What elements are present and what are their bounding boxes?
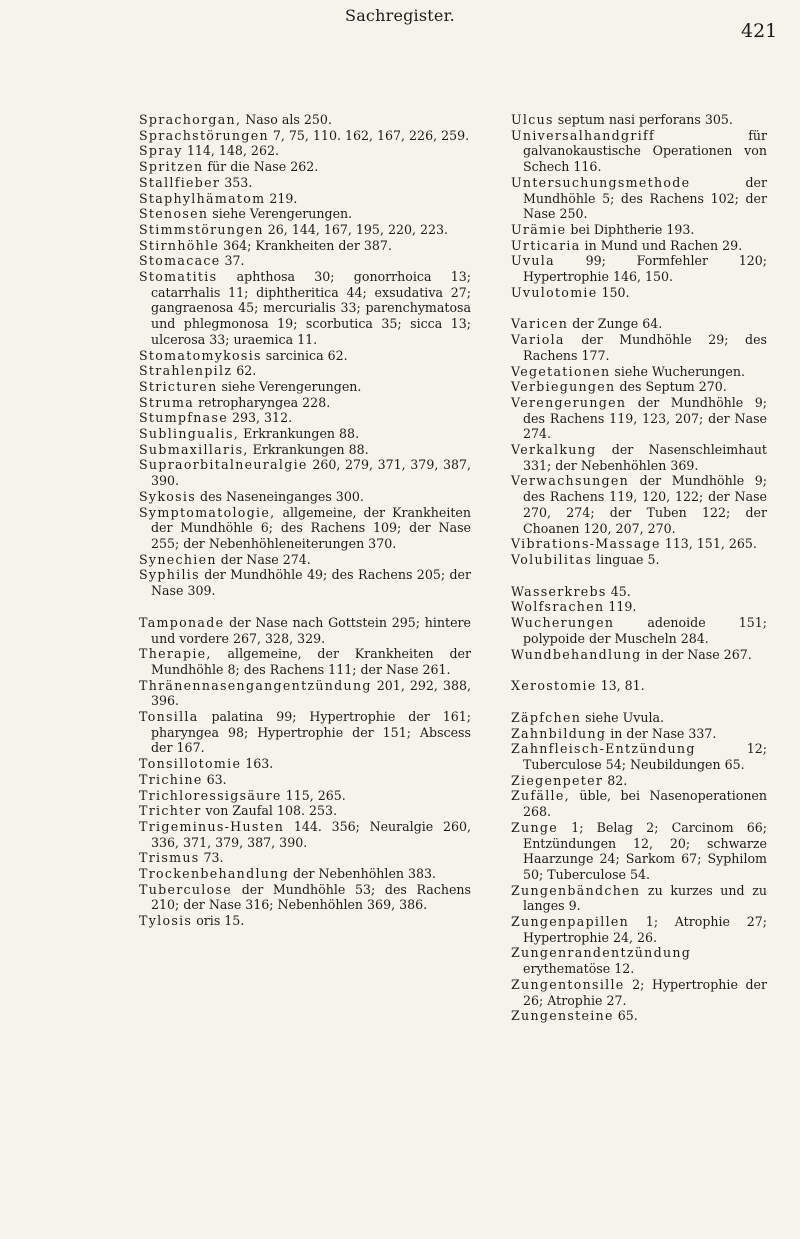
index-entry-references: 163. bbox=[241, 756, 274, 772]
index-entry bbox=[139, 772, 471, 788]
index-entry-references: Erkrankungen 88. bbox=[239, 426, 360, 442]
index-entry-references: 13, 81. bbox=[596, 678, 645, 694]
letter-group-gap bbox=[511, 694, 767, 710]
index-entry-references: oris 15. bbox=[192, 913, 245, 929]
index-entry-references: üble, bei Nasenoperationen 268. bbox=[523, 788, 767, 820]
index-entry-references: der Nasenschleimhaut 331; der Nebenhöhlen 369. bbox=[523, 442, 767, 473]
index-entry-references: retropharyngea 228. bbox=[194, 394, 331, 410]
index-entry bbox=[511, 442, 767, 473]
index-entry-term: Ulcus bbox=[511, 112, 554, 127]
index-entry-references: 65. bbox=[613, 1008, 638, 1024]
index-entry-term: Wolfsrachen bbox=[511, 599, 605, 615]
index-entry-references: 99; Formfehler 120; Hypertrophie 146, 150. bbox=[523, 253, 767, 285]
index-entry-references: Erkrankungen 88. bbox=[248, 441, 369, 457]
index-entry-references: der Mundhöhle 9; des Rachens 119, 123, 207; der Nase 274. bbox=[523, 394, 767, 442]
index-entry bbox=[511, 253, 767, 284]
index-column-left bbox=[139, 112, 471, 929]
index-entry bbox=[511, 584, 767, 600]
index-entry-term: Struma bbox=[139, 394, 195, 410]
index-entry bbox=[511, 615, 767, 646]
index-entry-references: der Nebenhöhlen 383. bbox=[288, 866, 437, 882]
index-entry bbox=[511, 945, 767, 976]
index-entry bbox=[511, 332, 767, 363]
index-entry-references: 7, 75, 110. 162, 167, 226, 259. bbox=[268, 127, 470, 143]
page-number: 421 bbox=[741, 20, 778, 42]
index-entry-references: 63. bbox=[202, 771, 227, 787]
index-entry bbox=[511, 741, 767, 772]
index-entry-term: Spritzen bbox=[139, 159, 204, 175]
index-entry-references: in der Nase 337. bbox=[606, 725, 717, 741]
index-entry-term: Urämie bbox=[511, 221, 567, 237]
index-entry-term: Zungenrandentzündung bbox=[511, 945, 692, 961]
index-entry bbox=[511, 977, 767, 1008]
index-entry-term: Variola bbox=[511, 332, 565, 348]
index-entry bbox=[511, 473, 767, 536]
index-entry-references: palatina 99; Hypertrophie der 161; pharyngea 98; Hypertrophie der 151; Abscess der 167. bbox=[151, 709, 471, 756]
index-entry bbox=[511, 914, 767, 945]
index-entry-references: der Zunge 64. bbox=[568, 316, 663, 332]
index-entry-term: Stumpfnase bbox=[139, 410, 228, 426]
index-entry bbox=[511, 316, 767, 332]
index-entry-term: Submaxillaris, bbox=[139, 441, 249, 457]
index-entry bbox=[511, 883, 767, 914]
index-entry-term: Sykosis bbox=[139, 488, 197, 504]
index-entry bbox=[511, 599, 767, 615]
index-entry bbox=[511, 238, 767, 254]
index-entry bbox=[139, 159, 471, 175]
index-entry-references: zu kurzes und zu langes 9. bbox=[523, 882, 767, 914]
index-entry-references: der Nase nach Gottstein 295; hintere und vordere 267, 328, 329. bbox=[151, 614, 471, 646]
index-entry-references: septum nasi perforans 305. bbox=[553, 112, 733, 127]
index-entry-term: Zunge bbox=[511, 819, 558, 835]
index-entry-references: für galvanokaustische Operationen von Schech 116. bbox=[523, 127, 767, 175]
index-entry-term: Zungensteine bbox=[511, 1008, 614, 1024]
index-entry-term: Stomatomykosis bbox=[139, 347, 262, 363]
index-entry-references: bei Diphtherie 193. bbox=[566, 221, 695, 237]
index-entry-term: Sprachstörungen bbox=[139, 127, 269, 143]
index-entry-term: Vegetationen bbox=[511, 363, 611, 379]
index-entry-term: Spray bbox=[139, 143, 183, 159]
index-entry-term: Therapie, bbox=[139, 646, 212, 662]
index-entry bbox=[139, 678, 471, 709]
index-entry-references: der Nase 274. bbox=[216, 551, 311, 567]
index-entry-references: 115, 265. bbox=[281, 787, 346, 803]
index-entry-references: siehe Uvula. bbox=[581, 709, 665, 725]
index-entry-references: der Mundhöhle 49; des Rachens 205; der Nase 309. bbox=[151, 567, 471, 599]
letter-group-gap bbox=[511, 662, 767, 678]
index-entry-references: des Naseneinganges 300. bbox=[196, 488, 364, 504]
index-entry-term: Volubilitas bbox=[511, 551, 593, 567]
index-entry-term: Uvulotomie bbox=[511, 284, 598, 300]
index-entry bbox=[139, 112, 471, 128]
index-entry-term: Tuberculose bbox=[139, 881, 233, 897]
index-entry-term: Trichloressigsäure bbox=[139, 787, 282, 803]
index-entry-term: Trismus bbox=[139, 850, 200, 866]
index-entry-term: Trichine bbox=[139, 771, 203, 787]
index-entry-references: 144. 356; Neuralgie 260, 336, 371, 379, 387, 390. bbox=[151, 818, 471, 850]
index-entry-term: Verengerungen bbox=[511, 394, 627, 410]
index-entry-term: Trichter bbox=[139, 803, 202, 819]
index-entry bbox=[511, 788, 767, 819]
index-entry bbox=[511, 678, 767, 694]
index-entry-references: 1; Belag 2; Carcinom 66; Entzündungen 12, 20; schwarze Haarzunge 24; Sarkom 67; Syphilom 50; Tuberculose 54. bbox=[523, 819, 767, 882]
index-entry-term: Symptomatologie, bbox=[139, 504, 276, 520]
index-entry-references: allgemeine, der Krankheiten der Mundhöhle 8; des Rachens 111; der Nase 261. bbox=[151, 646, 471, 677]
index-entry bbox=[139, 222, 471, 238]
index-entry-references: 45. bbox=[606, 583, 631, 599]
index-entry-term: Stomacace bbox=[139, 253, 221, 269]
index-entry-term: Untersuchungsmethode bbox=[511, 174, 691, 190]
index-entry-term: Sprachorgan, bbox=[139, 112, 242, 127]
letter-group-gap bbox=[511, 568, 767, 584]
index-entry-term: Urticaria bbox=[511, 237, 581, 253]
index-entry bbox=[511, 379, 767, 395]
index-entry-references: erythematöse 12. bbox=[523, 961, 635, 977]
index-entry-term: Varicen bbox=[511, 316, 569, 332]
index-entry bbox=[139, 143, 471, 159]
index-entry-references: 353. bbox=[220, 174, 253, 190]
index-entry-references: der Mundhöhle 5; des Rachens 102; der Nase 250. bbox=[523, 174, 767, 222]
index-entry bbox=[139, 379, 471, 395]
index-entry-term: Thränennasengangentzündung bbox=[139, 677, 372, 693]
index-entry-term: Verkalkung bbox=[511, 442, 597, 458]
index-entry bbox=[511, 710, 767, 726]
index-entry-term: Zahnfleisch-Entzündung bbox=[511, 741, 696, 757]
index-entry-term: Synechien bbox=[139, 551, 217, 567]
index-entry bbox=[511, 112, 767, 128]
index-entry-references: Naso als 250. bbox=[241, 112, 332, 127]
index-entry-term: Zufälle, bbox=[511, 788, 570, 804]
index-entry bbox=[139, 128, 471, 144]
index-entry-references: linguae 5. bbox=[592, 551, 660, 567]
index-entry-references: in Mund und Rachen 29. bbox=[580, 237, 743, 253]
index-entry-term: Zungenbändchen bbox=[511, 882, 641, 898]
index-entry-term: Stomatitis bbox=[139, 269, 218, 285]
index-entry-references: 219. bbox=[265, 190, 298, 206]
index-entry-references: 12; Tuberculose 54; Neubildungen 65. bbox=[523, 741, 767, 773]
index-entry-term: Tamponade bbox=[139, 614, 225, 630]
index-entry bbox=[139, 253, 471, 269]
letter-group-gap bbox=[139, 599, 471, 615]
index-entry-term: Stallfieber bbox=[139, 174, 221, 190]
index-entry bbox=[139, 552, 471, 568]
index-entry-term: Tonsillotomie bbox=[139, 756, 242, 772]
index-entry bbox=[139, 457, 471, 488]
index-entry bbox=[139, 410, 471, 426]
index-entry-references: der Mundhöhle 9; des Rachens 119, 120, 122; der Nase 270, 274; der Tuben 122; der Choanen 120, 207, 270. bbox=[523, 473, 767, 536]
index-entry-references: von Zaufal 108. 253. bbox=[201, 803, 338, 819]
index-entry-references: 201, 292, 388, 396. bbox=[151, 677, 471, 709]
index-entry-references: 73. bbox=[199, 850, 224, 866]
index-entry-references: 119. bbox=[604, 599, 637, 615]
index-entry bbox=[511, 536, 767, 552]
index-entry bbox=[139, 442, 471, 458]
index-entry-references: 1; Atrophie 27; Hypertrophie 24, 26. bbox=[523, 914, 767, 945]
index-entry-term: Xerostomie bbox=[511, 678, 597, 694]
index-entry-term: Sublingualis, bbox=[139, 426, 240, 442]
index-entry-term: Stricturen bbox=[139, 378, 218, 394]
index-entry-term: Verwachsungen bbox=[511, 473, 630, 489]
index-entry bbox=[139, 175, 471, 191]
index-entry bbox=[139, 489, 471, 505]
index-entry bbox=[511, 773, 767, 789]
index-entry-term: Staphylhämatom bbox=[139, 190, 266, 206]
index-entry bbox=[139, 819, 471, 850]
index-entry-term: Trigeminus-Husten bbox=[139, 818, 285, 834]
index-entry-references: adenoide 151; polypoide der Muscheln 284. bbox=[523, 615, 767, 646]
index-entry-references: für die Nase 262. bbox=[203, 159, 319, 175]
index-entry bbox=[139, 206, 471, 222]
index-entry-references: 293, 312. bbox=[228, 410, 293, 426]
index-entry-term: Stirnhöhle bbox=[139, 237, 220, 253]
index-entry bbox=[511, 647, 767, 663]
index-entry bbox=[139, 426, 471, 442]
index-entry-term: Tylosis bbox=[139, 913, 193, 929]
index-entry bbox=[511, 395, 767, 442]
running-title: Sachregister. bbox=[345, 6, 455, 25]
index-entry-references: 150. bbox=[597, 284, 630, 300]
index-entry bbox=[139, 505, 471, 552]
index-entry bbox=[511, 128, 767, 175]
index-entry-term: Wundbehandlung bbox=[511, 646, 642, 662]
index-entry-term: Syphilis bbox=[139, 567, 200, 583]
letter-group-gap bbox=[511, 300, 767, 316]
index-entry bbox=[511, 552, 767, 568]
index-entry bbox=[139, 363, 471, 379]
index-entry bbox=[139, 788, 471, 804]
index-entry-term: Tonsilla bbox=[139, 709, 199, 725]
index-entry-term: Zungenpapillen bbox=[511, 914, 630, 930]
index-entry bbox=[139, 850, 471, 866]
index-entry bbox=[139, 348, 471, 364]
index-entry bbox=[511, 285, 767, 301]
index-entry-term: Trockenbehandlung bbox=[139, 866, 289, 882]
index-entry-references: 260, 279, 371, 379, 387, 390. bbox=[151, 457, 471, 489]
index-entry-term: Zahnbildung bbox=[511, 725, 607, 741]
index-entry-references: siehe Wucherungen. bbox=[610, 363, 745, 379]
index-entry bbox=[139, 803, 471, 819]
index-entry bbox=[139, 866, 471, 882]
index-entry-term: Supraorbitalneuralgie bbox=[139, 457, 308, 473]
index-entry-references: 113, 151, 265. bbox=[660, 536, 757, 552]
index-entry-references: der Mundhöhle 29; des Rachens 177. bbox=[523, 332, 767, 363]
index-entry-references: sarcinica 62. bbox=[261, 347, 348, 363]
index-entry-references: 26, 144, 167, 195, 220, 223. bbox=[263, 221, 449, 237]
index-entry bbox=[511, 222, 767, 238]
index-entry-term: Verbiegungen bbox=[511, 379, 616, 395]
index-entry-term: Zungentonsille bbox=[511, 976, 625, 992]
index-entry-term: Wasserkrebs bbox=[511, 583, 607, 599]
index-entry bbox=[139, 395, 471, 411]
index-entry bbox=[511, 1008, 767, 1024]
index-entry bbox=[139, 913, 471, 929]
index-entry-references: 37. bbox=[220, 253, 245, 269]
index-entry-references: aphthosa 30; gonorrhoica 13; catarrhalis 11; diphtheritica 44; exsudativa 27; gangraenosa 45; mercurialis 33; parenchymatosa und phlegmonosa 19; scorbutica 35; sicca 13; ulcerosa 33; uraemica 11. bbox=[151, 269, 471, 347]
index-entry bbox=[139, 567, 471, 598]
index-entry bbox=[511, 175, 767, 222]
index-entry bbox=[139, 709, 471, 756]
index-entry-term: Stenosen bbox=[139, 206, 209, 222]
index-entry-references: der Mundhöhle 53; des Rachens 210; der Nase 316; Nebenhöhlen 369, 386. bbox=[151, 881, 471, 913]
index-entry-references: 114, 148, 262. bbox=[182, 143, 279, 159]
index-entry-references: allgemeine, der Krankheiten der Mundhöhle 6; des Rachens 109; der Nase 255; der Nebenhöhleneiterungen 370. bbox=[151, 504, 471, 551]
index-entry-term: Vibrations-Massage bbox=[511, 536, 661, 552]
index-entry-term: Uvula bbox=[511, 253, 555, 269]
index-entry-references: 82. bbox=[603, 772, 628, 788]
index-entry-term: Universalhandgriff bbox=[511, 127, 655, 143]
index-entry-references: siehe Verengerungen. bbox=[217, 378, 362, 394]
index-entry-term: Wucherungen bbox=[511, 615, 615, 631]
index-entry-references: 62. bbox=[232, 363, 257, 379]
index-entry bbox=[511, 364, 767, 380]
index-entry bbox=[139, 756, 471, 772]
index-entry-references: des Septum 270. bbox=[615, 379, 727, 395]
index-entry bbox=[139, 269, 471, 348]
index-entry-references: 364; Krankheiten der 387. bbox=[219, 237, 392, 253]
index-entry-references: in der Nase 267. bbox=[641, 646, 752, 662]
index-entry bbox=[139, 615, 471, 646]
index-entry-references: siehe Verengerungen. bbox=[208, 206, 353, 222]
index-entry-term: Ziegenpeter bbox=[511, 772, 604, 788]
index-entry bbox=[139, 238, 471, 254]
index-entry bbox=[139, 646, 471, 677]
index-entry-term: Zäpfchen bbox=[511, 709, 582, 725]
index-column-right bbox=[511, 112, 767, 1024]
index-entry-term: Stimmstörungen bbox=[139, 221, 264, 237]
index-entry bbox=[139, 191, 471, 207]
index-entry bbox=[139, 882, 471, 913]
index-entry-references: 2; Hypertrophie der 26; Atrophie 27. bbox=[523, 976, 767, 1008]
index-entry bbox=[511, 726, 767, 742]
index-entry-term: Strahlenpilz bbox=[139, 363, 233, 379]
index-entry bbox=[511, 820, 767, 883]
